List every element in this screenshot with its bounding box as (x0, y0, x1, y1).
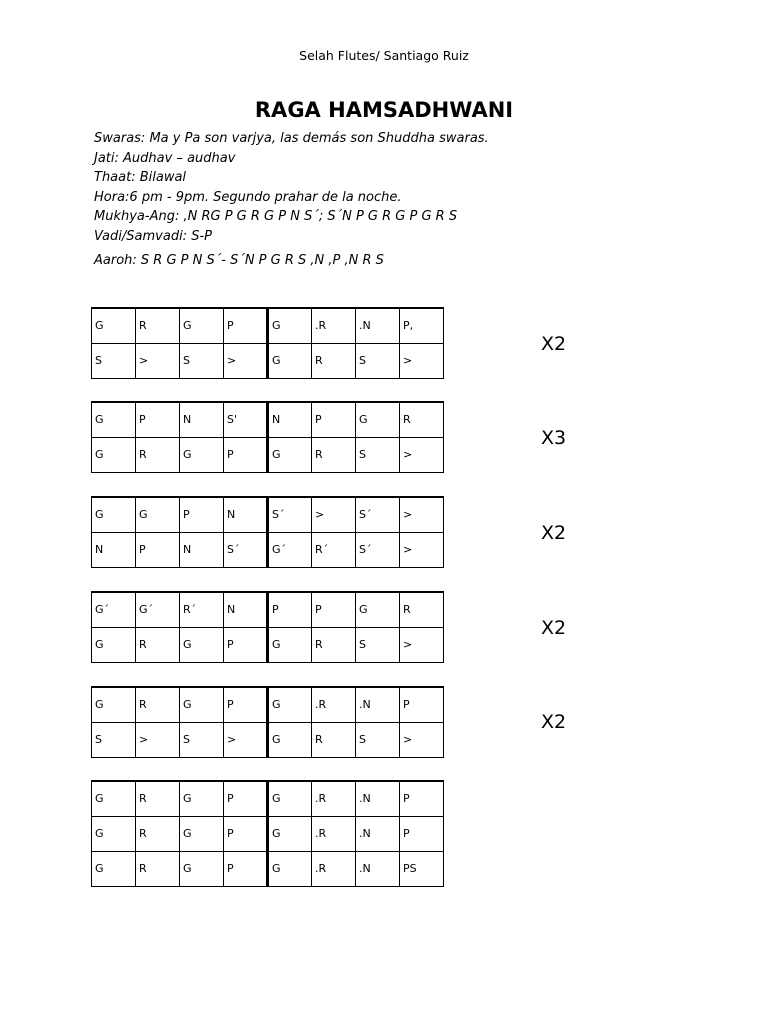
notation-cell: P (312, 402, 356, 437)
notation-cell: .N (356, 816, 400, 851)
repeat-marker: X2 (541, 711, 567, 733)
notation-row (92, 851, 444, 886)
notation-cell: > (312, 497, 356, 532)
repeat-marker: X2 (541, 522, 567, 544)
notation-cell: S (92, 722, 136, 757)
notation-cell: R´ (312, 532, 356, 567)
notation-cell: PS (400, 851, 444, 886)
notation-cell: R (136, 687, 180, 722)
notation-cell: S (180, 722, 224, 757)
notation-row (92, 687, 444, 722)
notation-cell: G (268, 437, 312, 472)
notation-row (92, 343, 444, 378)
notation-cell: P (224, 627, 268, 662)
aaroh-line: Aaroh: S R G P N S´- S´N P G R S ,N ,P ,N R S (94, 253, 384, 268)
repeat-marker: X2 (541, 333, 567, 355)
notation-cell: S (356, 627, 400, 662)
notation-cell: P (180, 497, 224, 532)
notation-cell: N (268, 402, 312, 437)
notation-cell: G (180, 851, 224, 886)
notation-cell: P (400, 781, 444, 816)
notation-table (91, 307, 444, 379)
notation-table (91, 591, 444, 663)
notation-cell: > (400, 532, 444, 567)
notation-cell: .R (312, 687, 356, 722)
notation-cell: .R (312, 308, 356, 343)
notation-cell: S (92, 343, 136, 378)
notation-cell: S (356, 343, 400, 378)
notation-row (92, 532, 444, 567)
notation-cell: G (268, 308, 312, 343)
notation-cell: .N (356, 851, 400, 886)
notation-cell: P (224, 781, 268, 816)
notation-cell: S´ (356, 532, 400, 567)
notation-cell: P (400, 687, 444, 722)
notation-cell: .R (312, 851, 356, 886)
notation-cell: P (312, 592, 356, 627)
notation-cell: G (92, 687, 136, 722)
notation-cell: P (224, 687, 268, 722)
notation-cell: P (224, 816, 268, 851)
notation-table (91, 496, 444, 568)
notation-cell: P (400, 816, 444, 851)
notation-cell: S´ (224, 532, 268, 567)
notation-cell: .N (356, 308, 400, 343)
notation-cell: R (136, 437, 180, 472)
notation-cell: R (136, 781, 180, 816)
repeat-marker: X2 (541, 617, 567, 639)
notation-cell: G´ (268, 532, 312, 567)
notation-cell: > (224, 722, 268, 757)
notation-cell: P (224, 437, 268, 472)
notation-cell: G (268, 851, 312, 886)
notation-cell: R (136, 816, 180, 851)
info-mukhya-ang: Mukhya-Ang: ,N RG P G R G P N S´; S´N P G R G P G R S (94, 209, 458, 225)
notation-row (92, 497, 444, 532)
notation-cell: N (224, 592, 268, 627)
notation-cell: G (268, 627, 312, 662)
notation-cell: R (312, 722, 356, 757)
notation-cell: > (400, 343, 444, 378)
notation-cell: G (92, 308, 136, 343)
notation-row (92, 781, 444, 816)
notation-cell: R (400, 402, 444, 437)
notation-cell: > (400, 497, 444, 532)
notation-cell: > (400, 627, 444, 662)
info-swaras: Swaras: Ma y Pa son varjya, las demás son Shuddha swaras. (94, 131, 489, 146)
notation-row (92, 627, 444, 662)
notation-cell: > (400, 722, 444, 757)
document-header: Selah Flutes/ Santiago Ruiz (299, 48, 469, 63)
notation-cell: .R (312, 816, 356, 851)
notation-cell: R (136, 308, 180, 343)
notation-cell: S´ (268, 497, 312, 532)
notation-cell: G (92, 781, 136, 816)
notation-cell: P (268, 592, 312, 627)
notation-cell: P (224, 308, 268, 343)
notation-cell: S' (224, 402, 268, 437)
info-jati: Jati: Audhav – audhav (94, 150, 236, 166)
notation-cell: R (312, 343, 356, 378)
notation-cell: N (224, 497, 268, 532)
notation-cell: N (180, 402, 224, 437)
notation-cell: R (136, 627, 180, 662)
notation-table (91, 780, 444, 887)
notation-cell: > (136, 722, 180, 757)
notation-cell: G (92, 627, 136, 662)
notation-cell: G (180, 781, 224, 816)
notation-cell: G (180, 308, 224, 343)
notation-cell: G´ (136, 592, 180, 627)
info-hora: Hora:6 pm - 9pm. Segundo prahar de la noche. (94, 189, 402, 205)
notation-cell: .R (312, 781, 356, 816)
notation-cell: G (180, 627, 224, 662)
notation-cell: G (92, 816, 136, 851)
info-thaat: Thaat: Bilawal (94, 170, 187, 186)
notation-row (92, 592, 444, 627)
notation-cell: N (92, 532, 136, 567)
notation-cell: G (180, 437, 224, 472)
notation-row (92, 816, 444, 851)
repeat-marker: X3 (541, 427, 567, 449)
notation-cell: N (180, 532, 224, 567)
notation-row (92, 437, 444, 472)
notation-cell: > (136, 343, 180, 378)
notation-cell: G´ (92, 592, 136, 627)
notation-cell: G (268, 687, 312, 722)
notation-cell: > (224, 343, 268, 378)
notation-cell: G (356, 592, 400, 627)
notation-row (92, 402, 444, 437)
notation-cell: S (356, 437, 400, 472)
notation-cell: S´ (356, 497, 400, 532)
notation-cell: .N (356, 687, 400, 722)
notation-cell: P, (400, 308, 444, 343)
notation-cell: R´ (180, 592, 224, 627)
notation-cell: G (92, 402, 136, 437)
notation-cell: G (268, 816, 312, 851)
notation-cell: R (136, 851, 180, 886)
notation-row (92, 308, 444, 343)
info-vadi-samvadi: Vadi/Samvadi: S-P (94, 228, 212, 244)
notation-table (91, 686, 444, 758)
raga-info (94, 129, 489, 247)
notation-cell: .N (356, 781, 400, 816)
notation-cell: P (136, 532, 180, 567)
notation-cell: P (224, 851, 268, 886)
notation-cell: G (92, 851, 136, 886)
notation-cell: R (312, 437, 356, 472)
notation-cell: P (136, 402, 180, 437)
notation-cell: > (400, 437, 444, 472)
notation-cell: R (400, 592, 444, 627)
notation-cell: G (356, 402, 400, 437)
notation-cell: R (312, 627, 356, 662)
notation-cell: G (180, 816, 224, 851)
notation-cell: S (356, 722, 400, 757)
notation-cell: G (180, 687, 224, 722)
notation-cell: S (180, 343, 224, 378)
notation-row (92, 722, 444, 757)
page-title: RAGA HAMSADHWANI (254, 98, 514, 122)
notation-cell: G (136, 497, 180, 532)
notation-cell: G (92, 437, 136, 472)
notation-cell: G (268, 343, 312, 378)
notation-table (91, 401, 444, 473)
notation-cell: G (268, 781, 312, 816)
notation-cell: G (268, 722, 312, 757)
notation-cell: G (92, 497, 136, 532)
